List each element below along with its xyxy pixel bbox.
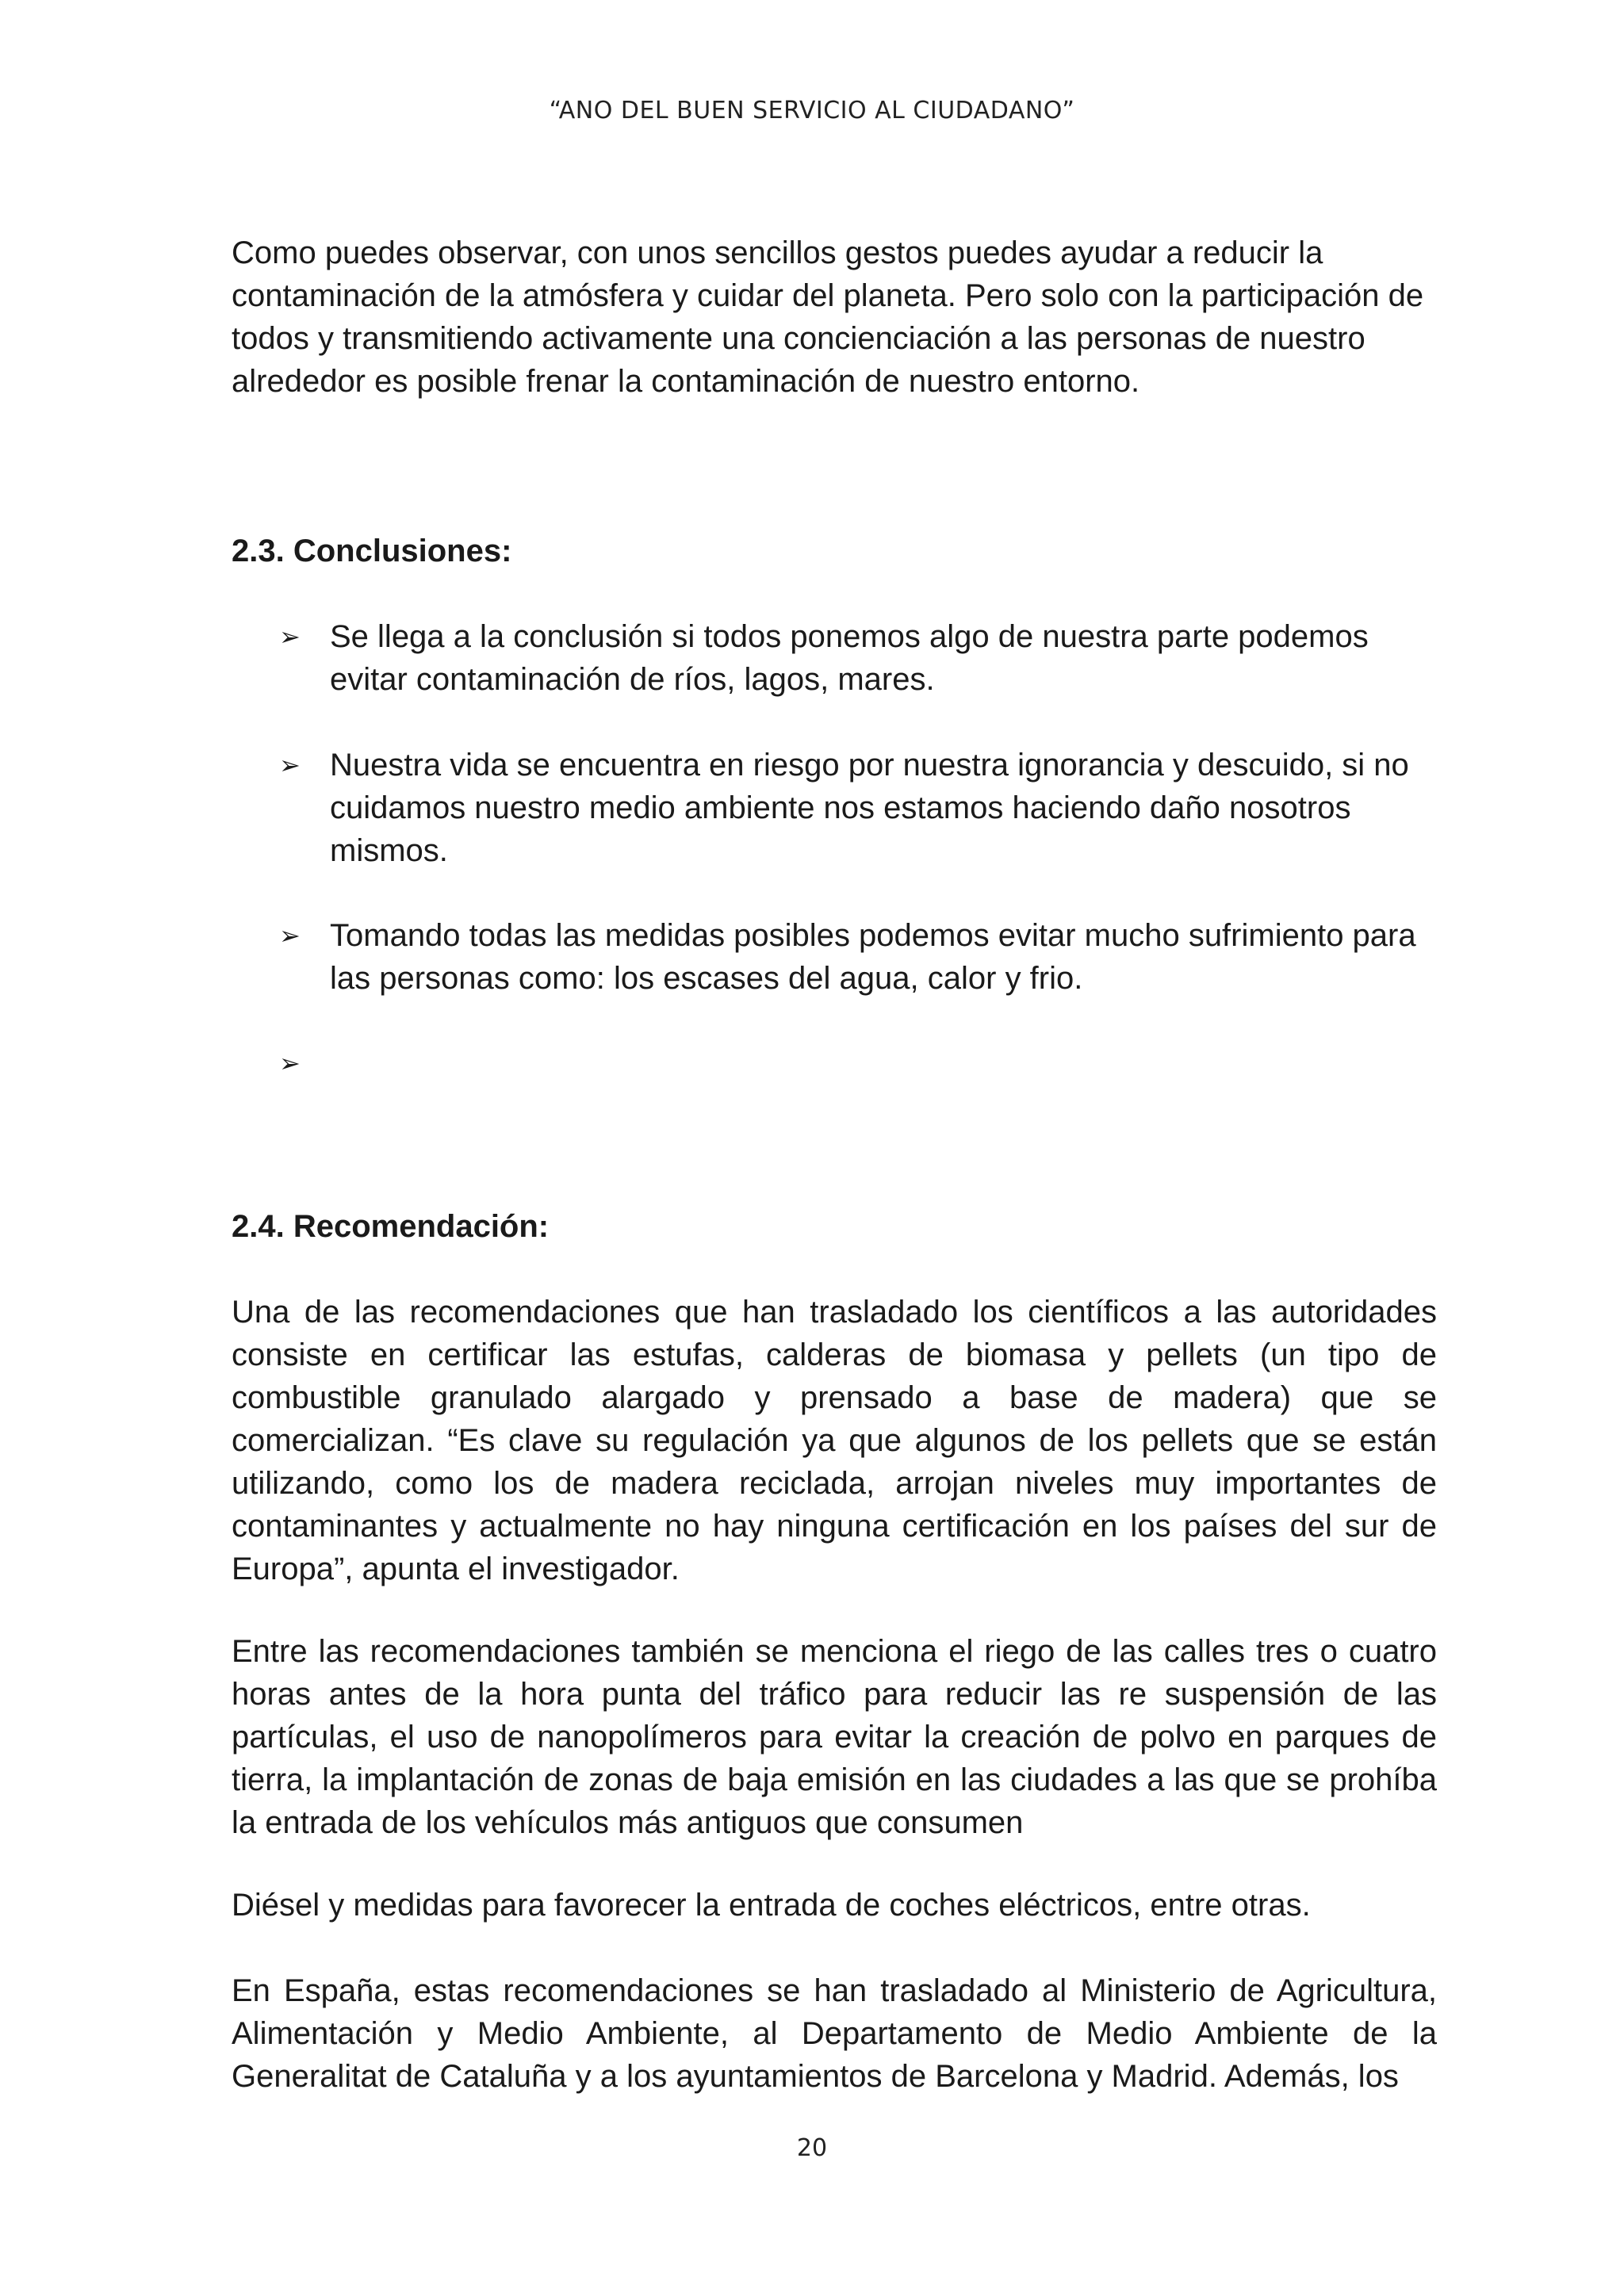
running-header: “ANO DEL BUEN SERVICIO AL CIUDADANO” <box>549 97 1075 124</box>
intro-paragraph: Como puedes observar, con unos sencillos gestos puedes ayudar a reducir la contaminación de la atmósfera y cuidar del planeta. Pero solo con la participación de todos y transmitiendo activamente una concienciación a las personas de nuestro alrededor es posible frenar la contaminación de nuestro entorno. <box>232 235 1424 399</box>
section-heading-recomendacion: 2.4. Recomendación: <box>232 1209 550 1244</box>
recommendation-paragraph: Entre las recomendaciones también se menciona el riego de las calles tres o cuatro horas antes de la hora punta del tráfico para reducir las re suspensión de las partículas, el uso de nanopolímeros para evitar la creación de polvo en parques de tierra, la implantación de zonas de baja emisión en las ciudades a las que se prohíba la entrada de los vehículos más antiguos que consumen <box>232 1634 1437 1840</box>
recommendation-paragraph: Diésel y medidas para favorecer la entrada de coches eléctricos, entre otras. <box>232 1888 1311 1923</box>
conclusion-item-text: Tomando todas las medidas posibles podemos evitar mucho sufrimiento para las personas como: los escases del agua, calor y frio. <box>330 918 1416 996</box>
bullet-arrow-icon: ➢ <box>279 622 301 652</box>
bullet-arrow-icon: ➢ <box>279 1048 301 1078</box>
bullet-arrow-icon: ➢ <box>279 750 301 780</box>
recommendation-paragraph: Una de las recomendaciones que han trasladado los científicos a las autoridades consiste en certificar las estufas, calderas de biomasa y pellets (un tipo de combustible granulado alargado y prensado a base de madera) que se comercializan. “Es clave su regulación ya que algunos de los pellets que se están utilizando, como los de madera reciclada, arrojan niveles muy importantes de contaminantes y actualmente no hay ninguna certificación en los países del sur de Europa”, apunta el investigador. <box>232 1295 1437 1586</box>
conclusion-item-text: Se llega a la conclusión si todos ponemos algo de nuestra parte podemos evitar contaminación de ríos, lagos, mares. <box>330 619 1369 697</box>
conclusion-item-text: Nuestra vida se encuentra en riesgo por nuestra ignorancia y descuido, si no cuidamos nuestro medio ambiente nos estamos haciendo daño nosotros mismos. <box>330 748 1409 868</box>
page-number: 20 <box>796 2134 828 2162</box>
section-heading-conclusiones: 2.3. Conclusiones: <box>232 534 512 568</box>
recommendation-paragraph: En España, estas recomendaciones se han trasladado al Ministerio de Agricultura, Alimentación y Medio Ambiente, al Departamento de Medio Ambiente de la Generalitat de Cataluña y a los ayuntamientos de Barcelona y Madrid. Además, los <box>232 1973 1437 2094</box>
bullet-arrow-icon: ➢ <box>279 920 301 951</box>
